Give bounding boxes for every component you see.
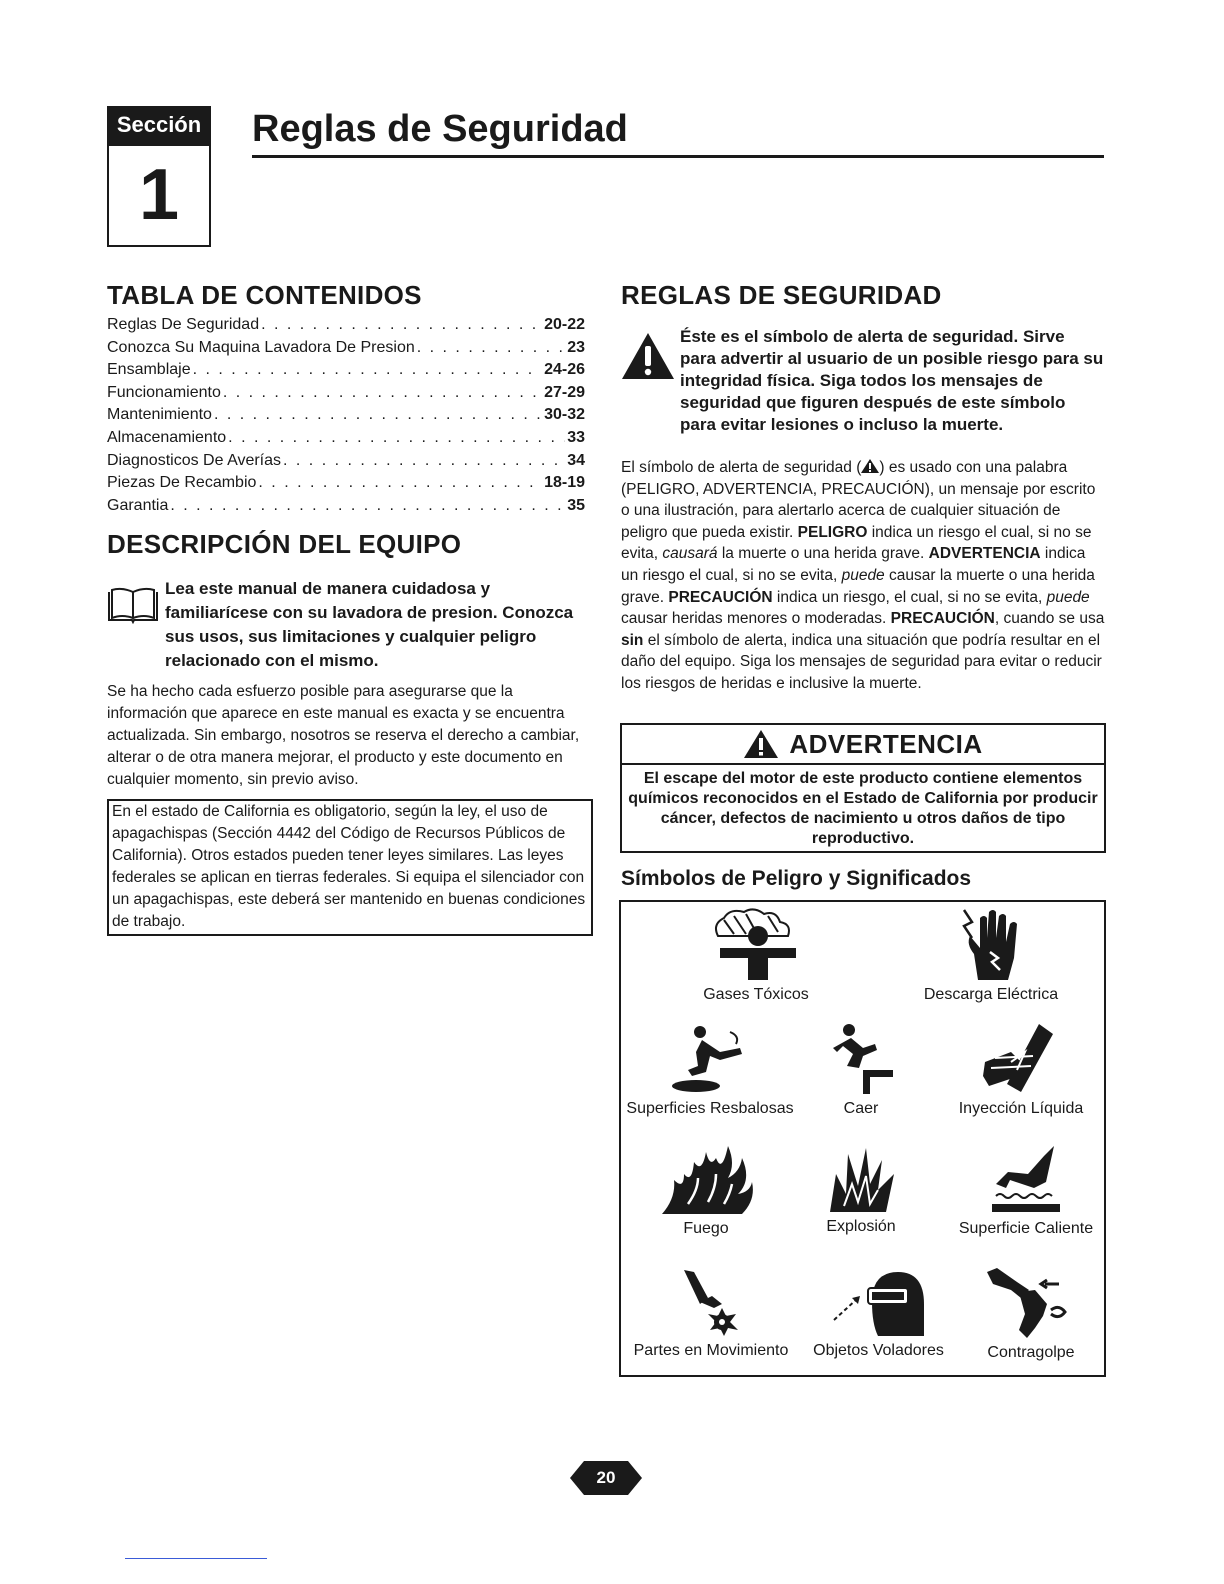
toc-row[interactable] — [107, 382, 585, 405]
kw-precaucion: PRECAUCIÓN — [668, 588, 773, 606]
slippery-surface-icon — [670, 1022, 750, 1094]
toc-page: 30-32 — [544, 406, 585, 424]
toc-heading: TABLA DE CONTENIDOS — [107, 280, 422, 310]
toc-label: Piezas De Recambio — [107, 474, 257, 492]
symbols-box — [619, 900, 1106, 1377]
section-box — [107, 106, 211, 247]
text-run: indica un riesgo el cual, si no se evita, — [621, 545, 1086, 584]
text-run: ) es usado con una palabra (PELIGRO, ADVERTENCIA, PRECAUCIÓN), un mensaje por escrito o una ilustración, para alertarlo acerca de cualquier situación de peligro que pueda existir. — [621, 459, 1096, 541]
symbol-label: Descarga Eléctrica — [923, 986, 1059, 1003]
symbol-kickback — [966, 1268, 1096, 1362]
signal-word-paragraph — [621, 457, 1105, 695]
toc-page: 18-19 — [544, 474, 585, 492]
toxic-gas-icon — [710, 908, 802, 980]
emph-puede: puede — [841, 566, 885, 584]
toc-label: Almacenamiento — [107, 428, 227, 446]
fluid-injection-icon — [981, 1022, 1061, 1094]
symbol-label: Explosión — [826, 1218, 896, 1235]
symbol-label: Partes en Movimiento — [633, 1342, 789, 1359]
toc-page: 24-26 — [544, 361, 585, 379]
toc-leader — [261, 314, 542, 337]
toc-label: Funcionamiento — [107, 383, 221, 401]
toc-page: 34 — [567, 451, 585, 469]
toc-row[interactable] — [107, 427, 585, 450]
symbol-label: Contragolpe — [987, 1344, 1075, 1361]
toc-page: 27-29 — [544, 383, 585, 401]
symbol-toxic-gas — [691, 908, 821, 1004]
warning-header — [622, 725, 1104, 765]
symbol-fall — [821, 1022, 901, 1118]
footer-link-line — [125, 1558, 267, 1559]
section-label: Sección — [109, 108, 209, 146]
title-rule — [252, 155, 1104, 158]
toc-leader — [283, 450, 565, 473]
symbol-label: Caer — [843, 1100, 879, 1117]
text-run: el símbolo de alerta, indica una situación que podría resultar en el daño del equipo. Siga los mensajes de seguridad para evitar o reducir los riesgos de heridas e inclusive la muerte. — [621, 631, 1102, 692]
text-run: indica un riesgo, el cual, si no se evita, — [772, 588, 1047, 606]
toc-label: Ensamblaje — [107, 361, 191, 379]
safety-heading: REGLAS DE SEGURIDAD — [621, 280, 942, 310]
warning-alert-icon — [743, 729, 779, 759]
symbol-fluid-injection — [946, 1022, 1096, 1118]
moving-parts-icon — [678, 1268, 744, 1336]
hot-surface-icon — [988, 1144, 1064, 1214]
explosion-icon — [826, 1144, 896, 1212]
toc-page: 23 — [567, 338, 585, 356]
kw-sin: sin — [621, 631, 644, 649]
toc-row[interactable] — [107, 359, 585, 382]
section-number: 1 — [138, 155, 180, 235]
emph-causara: causará — [662, 545, 718, 563]
manual-book-icon — [106, 586, 160, 624]
toc-list — [107, 314, 585, 517]
symbol-label: Superficies Resbalosas — [626, 1100, 794, 1117]
symbol-label: Gases Tóxicos — [703, 986, 809, 1003]
toc-row[interactable] — [107, 472, 585, 495]
symbols-heading: Símbolos de Peligro y Significados — [621, 867, 972, 890]
toc-row[interactable] — [107, 495, 585, 518]
inline-alert-icon — [861, 459, 879, 473]
text-run: causar heridas menores o moderadas. — [621, 610, 891, 628]
symbol-slippery — [625, 1022, 795, 1118]
toc-label: Diagnosticos De Averías — [107, 451, 282, 469]
toc-leader — [223, 382, 542, 405]
symbol-label: Fuego — [683, 1220, 729, 1237]
page-title: Reglas de Seguridad — [252, 108, 628, 150]
symbol-label: Objetos Voladores — [813, 1342, 944, 1359]
safety-alert-icon — [620, 331, 676, 381]
toc-row[interactable] — [107, 404, 585, 427]
toc-row[interactable] — [107, 450, 585, 473]
toc-page: 33 — [567, 428, 585, 446]
symbol-label: Inyección Líquida — [958, 1100, 1084, 1117]
symbol-explosion — [816, 1144, 906, 1236]
toc-row[interactable] — [107, 314, 585, 337]
read-manual-notice: Lea este manual de manera cuidadosa y familiarícese con su lavadora de presion. Conozca sus usos, sus limitaciones y cualquier peligro relacionado con el mismo. — [165, 579, 574, 670]
safety-alert-text: Éste es el símbolo de alerta de seguridad. Sirve para advertir al usuario de un posible riesgo para su integridad física. Siga todos los mensajes de seguridad que figuren después de este símbolo para evitar lesiones o incluso la muerte. — [680, 327, 1104, 434]
california-notice-box: En el estado de California es obligatorio, según la ley, el uso de apagachispas (Sección 4442 del Código de Recursos Públicos de California). Otros estados pueden tener leyes similares. Las leyes federales se aplican en tierras federales. Si equipa el silenciador con un apagachispas, este deberá ser mantenido en buenas condiciones de trabajo. — [107, 799, 593, 936]
symbol-label: Superficie Caliente — [958, 1220, 1094, 1237]
symbol-flying-objects — [806, 1268, 951, 1360]
fall-icon — [829, 1022, 893, 1094]
toc-label: Conozca Su Maquina Lavadora De Presion — [107, 338, 415, 356]
text-run: indica un riesgo el cual, si no se evita, — [621, 523, 1092, 563]
electric-shock-icon — [956, 908, 1026, 980]
toc-page: 35 — [567, 496, 585, 514]
toc-leader — [228, 427, 565, 450]
toc-leader — [417, 337, 565, 360]
flying-objects-icon — [832, 1268, 926, 1336]
warning-box — [620, 723, 1106, 853]
text-run: la muerte o una herida grave. — [717, 545, 929, 563]
symbol-electric-shock — [911, 908, 1071, 1004]
fire-icon — [658, 1144, 754, 1214]
toc-label: Mantenimiento — [107, 406, 212, 424]
symbol-moving-parts — [625, 1268, 797, 1360]
text-run: , cuando se usa — [994, 610, 1105, 628]
emph-puede: puede — [1046, 588, 1090, 606]
description-heading: DESCRIPCIÓN DEL EQUIPO — [107, 529, 462, 559]
toc-label: Reglas De Seguridad — [107, 316, 260, 333]
toc-leader — [214, 404, 542, 427]
toc-label: Garantia — [107, 496, 169, 514]
kw-precaucion: PRECAUCIÓN — [890, 610, 995, 628]
toc-leader — [258, 472, 542, 495]
toc-leader — [170, 495, 565, 518]
page-number: 20 — [596, 1468, 616, 1487]
warning-heading: ADVERTENCIA — [789, 728, 983, 759]
toc-row[interactable] — [107, 337, 585, 360]
text-run: causar la muerte o una herida grave. — [621, 566, 1095, 606]
toc-leader — [193, 359, 542, 382]
toc-page: 20-22 — [544, 316, 585, 333]
symbol-fire — [651, 1144, 761, 1238]
accuracy-paragraph: Se ha hecho cada esfuerzo posible para asegurarse que la información que aparece en este manual es exacta y se encuentra actualizada. Sin embargo, nosotros se reserva el derecho a cambiar, alterar o de otra manera mejorar, el producto y este documento en cualquier momento, sin previo aviso. — [107, 683, 580, 788]
kickback-icon — [985, 1268, 1077, 1338]
symbol-hot-surface — [951, 1144, 1101, 1238]
kw-advertencia: ADVERTENCIA — [928, 545, 1041, 563]
text-run: El símbolo de alerta de seguridad ( — [621, 459, 862, 476]
warning-text: El escape del motor de este producto contiene elementos químicos reconocidos en el Estado de California por producir cáncer, defectos de nacimiento u otros daños de tipo reproductivo. — [628, 770, 1098, 847]
kw-peligro: PELIGRO — [797, 523, 868, 541]
